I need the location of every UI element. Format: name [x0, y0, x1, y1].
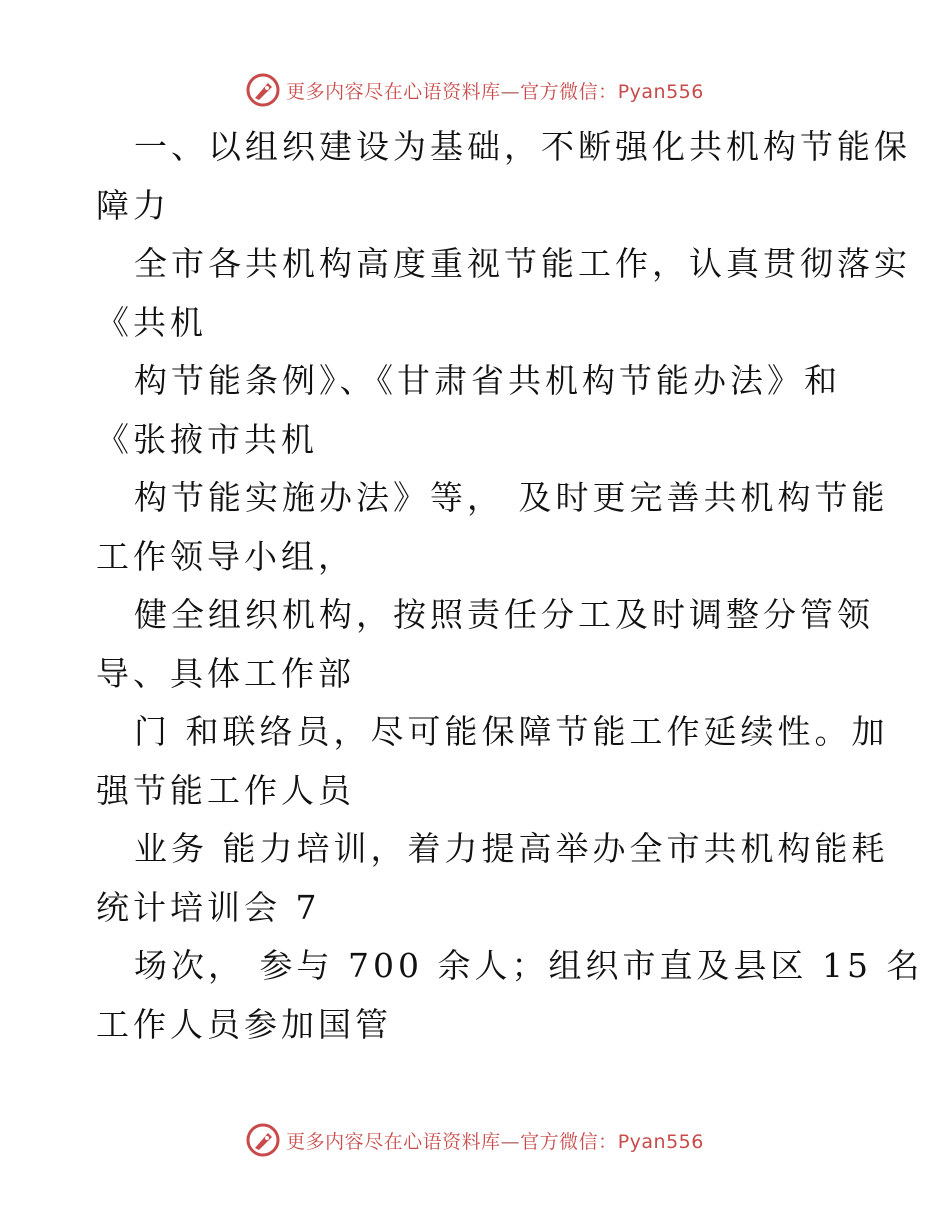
watermark-wechat-label: 官方微信： — [520, 80, 618, 103]
text-line: 统计培训会 7 — [96, 887, 321, 927]
header-watermark — [0, 70, 950, 110]
pen-nib-logo-icon — [246, 73, 280, 107]
footer-watermark — [0, 1120, 950, 1160]
text-line: 全市各共机构高度重视节能工作，认真贯彻落实 — [134, 244, 911, 283]
watermark-site: 更多内容尽在心语资料库 — [286, 80, 501, 103]
text-line: 健全组织机构，按照责任分工及时调整分管领 — [134, 595, 874, 634]
document-body — [96, 118, 924, 1054]
text-line: 《共机 — [96, 302, 207, 342]
watermark-text — [286, 77, 704, 104]
watermark-wechat-label: 官方微信： — [520, 1130, 618, 1153]
watermark-text — [286, 1127, 704, 1154]
paragraph — [96, 118, 924, 1054]
text-line: 工作领导小组， — [96, 536, 355, 576]
text-line: 障力 — [96, 185, 170, 225]
text-line: 导、具体工作部 — [96, 653, 355, 693]
text-line: 强节能工作人员 — [96, 770, 355, 810]
pen-nib-logo-icon — [246, 1123, 280, 1157]
text-line: 工作人员参加国管 — [96, 1004, 392, 1044]
text-line: 场次， 参与 700 余人；组织市直及县区 15 名 — [134, 946, 924, 985]
watermark-separator: — — [500, 80, 521, 103]
watermark-separator: — — [500, 1130, 521, 1153]
text-line: 构节能实施办法》等， 及时更完善共机构节能 — [134, 478, 889, 517]
text-line: 门 和联络员，尽可能保障节能工作延续性。加 — [134, 712, 889, 751]
watermark-site: 更多内容尽在心语资料库 — [286, 1130, 501, 1153]
watermark-wechat-id: Pyan556 — [617, 80, 704, 103]
text-line: 业务 能力培训，着力提高举办全市共机构能耗 — [134, 829, 889, 868]
text-line: 构节能条例》、《甘肃省共机构节能办法》和 — [134, 361, 841, 400]
watermark-wechat-id: Pyan556 — [617, 1130, 704, 1153]
text-line: 一、以组织建设为基础，不断强化共机构节能保 — [134, 127, 911, 166]
text-line: 《张掖市共机 — [96, 419, 318, 459]
